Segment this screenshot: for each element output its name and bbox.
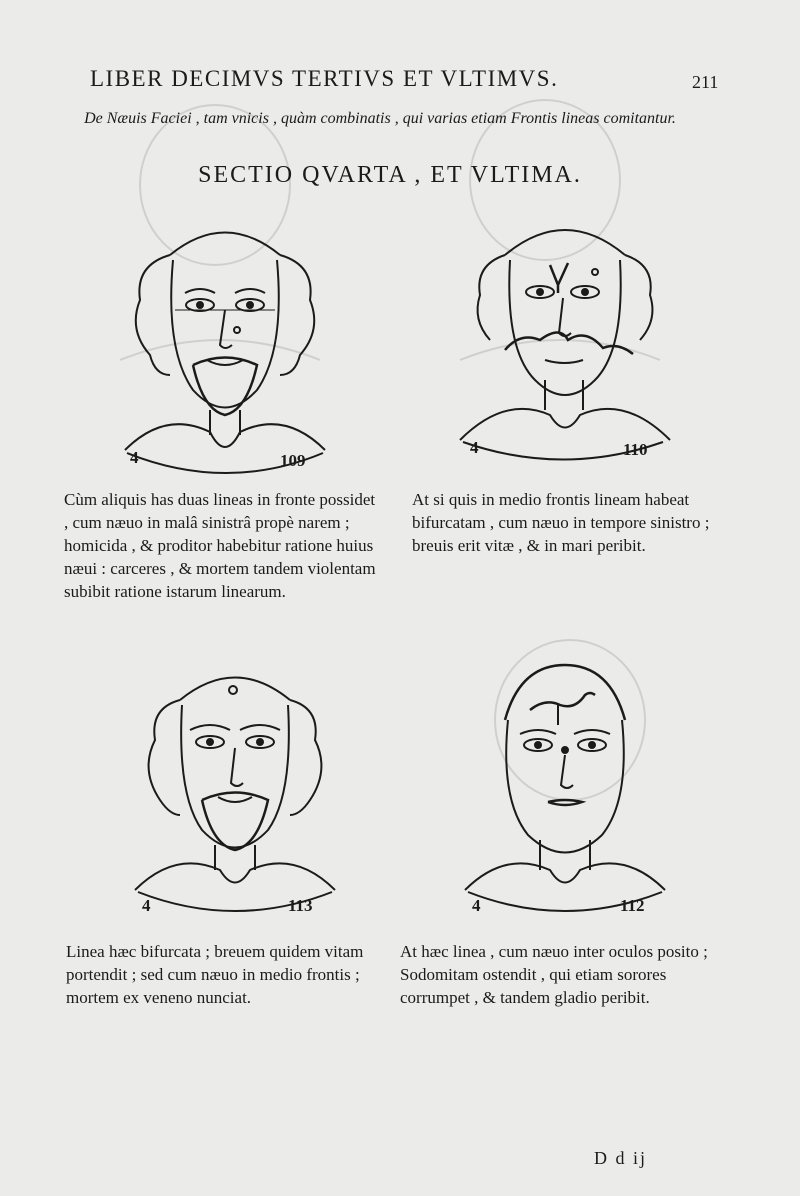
figure-113-face-engraving [130,660,340,920]
figure-110-face-engraving [455,210,675,470]
figure-113-caption: Linea hæc bifurcata ; breuem quidem vitam portendit ; sed cum næuo in medio frontis ; mortem ex veneno nunciat. [66,942,364,1007]
page-subtitle: De Næuis Faciei , tam vnicis , quàm combinatis , qui varias etiam Frontis lineas comitantur. [84,110,676,127]
running-head: LIBER DECIMVS TERTIVS ET VLTIMVS. [90,66,559,91]
figure-110-series-mark: 4 [470,438,479,457]
figure-112-face-engraving [460,660,670,920]
figure-113-number: 113 [288,896,313,915]
section-title: SECTIO QVARTA , ET VLTIMA. [198,162,582,188]
signature-mark: D d ij [594,1148,648,1168]
page-number: 211 [692,72,719,92]
figure-112-number: 112 [620,896,645,915]
figure-112-series-mark: 4 [472,896,481,915]
figure-110-number: 110 [623,440,648,459]
figure-110-caption: At si quis in medio frontis lineam habeat bifurcatam , cum næuo in tempore sinistro ; breuis erit vitæ , & in mari peribit. [412,490,710,555]
figure-109-series-mark: 4 [130,448,139,467]
figure-112-caption: At hæc linea , cum næuo inter oculos posito ; Sodomitam ostendit , qui etiam sorores corrumpet , & tandem gladio peribit. [400,942,708,1007]
figure-113-series-mark: 4 [142,896,151,915]
figure-109-caption: Cùm aliquis has duas lineas in fronte possidet , cum næuo in malâ sinistrâ propè narem ; homicida , & proditor habebitur ratione huius næui : carceres , & mortem tandem violentam subibit ratione istarum linearum. [64,490,376,601]
figure-109-number: 109 [280,451,306,470]
figure-109-face-engraving [115,215,335,475]
